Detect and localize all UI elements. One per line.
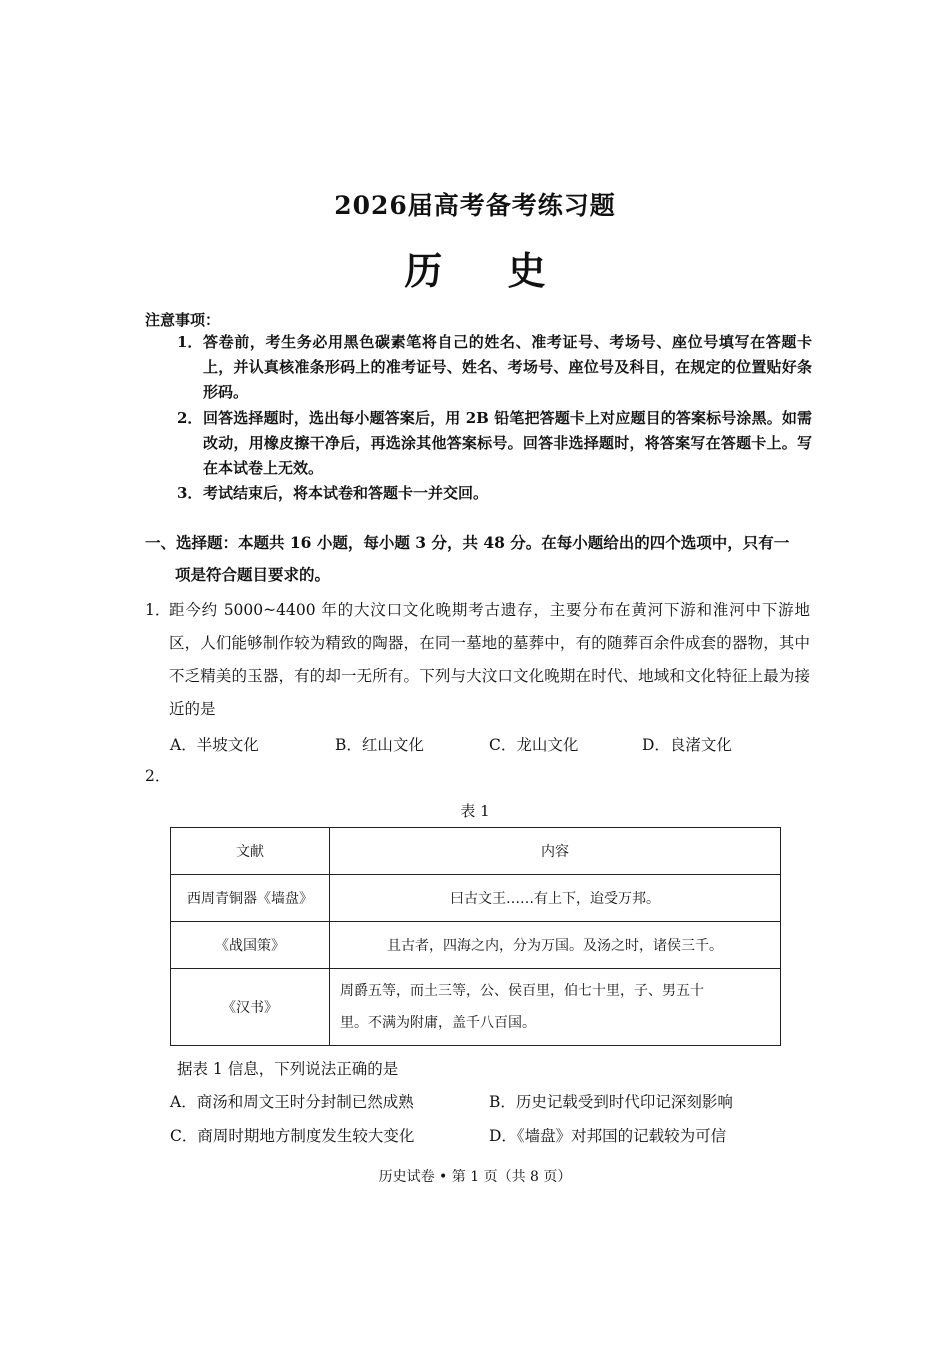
section-heading-line2: 项是符合题目要求的。 [175, 565, 331, 584]
option-a: A．商汤和周文王时分封制已然成熟 [170, 1093, 414, 1111]
table-header-row [171, 828, 781, 875]
section-heading-line1: 一、选择题：本题共 16 小题，每小题 3 分，共 48 分。在每小题给出的四个选项中，只有一 [145, 533, 790, 552]
section-heading [145, 527, 810, 591]
notice-item [177, 330, 812, 405]
table-cell-source: 《战国策》 [171, 922, 330, 969]
option-b: B．历史记载受到时代印记深刻影响 [489, 1093, 733, 1111]
option-c: C．商周时期地方制度发生较大变化 [170, 1127, 415, 1145]
question-number: 2． [145, 767, 171, 785]
notice-item-text: 回答选择题时，选出每小题答案后，用 2B 铅笔把答题卡上对应题目的答案标号涂黑。如需改动，用橡皮擦干净后，再选涂其他答案标号。回答非选择题时，将答案写在答题卡上。写在本试卷上无效。 [203, 409, 812, 477]
notice-item [177, 481, 812, 506]
question-number: 1． [145, 601, 171, 619]
table-cell-content: 曰古文王……有上下，迨受万邦。 [330, 875, 781, 922]
table-row [171, 875, 781, 922]
table-cell-source: 《汉书》 [171, 969, 330, 1046]
table-cell-content-line2: 里。不满为附庸，盖千八百国。 [340, 1015, 536, 1031]
notice-item-text: 答卷前，考生务必用黑色碳素笔将自己的姓名、准考证号、考场号、座位号填写在答题卡上，并认真核准条形码上的准考证号、姓名、考场号、座位号及科目，在规定的位置贴好条形码。 [203, 333, 812, 401]
question-2-stem: 据表 1 信息，下列说法正确的是 [177, 1060, 399, 1078]
page-footer: 历史试卷 • 第 1 页（共 8 页） [378, 1169, 572, 1185]
notice-item-number: 2． [177, 409, 203, 427]
table-cell-content: 且古者，四海之内，分为万国。及汤之时，诸侯三千。 [330, 922, 781, 969]
question-1 [145, 594, 810, 726]
table-cell-content-line1: 周爵五等，而土三等，公、侯百里，伯七十里，子、男五十 [340, 983, 704, 999]
option-d: D．良渚文化 [642, 736, 732, 754]
option-b: B．红山文化 [335, 736, 424, 754]
column-header-source: 文献 [171, 828, 330, 875]
notice-item [177, 406, 812, 481]
notice-item-number: 3． [177, 484, 203, 502]
column-header-content: 内容 [330, 828, 781, 875]
notice-item-text: 考试结束后，将本试卷和答题卡一并交回。 [203, 484, 489, 502]
option-d: D．《墙盘》对邦国的记载较为可信 [489, 1127, 727, 1145]
exam-title: 2026届高考备考练习题 [334, 191, 616, 220]
question-stem: 距今约 5000~4400 年的大汶口文化晚期考古遗存，主要分布在黄河下游和淮河中下游地区，人们能够制作较为精致的陶器，在同一墓地的墓葬中，有的随葬百余件成套的器物，其中不乏精美的玉器，有的却一无所有。下列与大汶口文化晚期在时代、地域和文化特征上最为接近的是 [169, 601, 810, 718]
table-row [171, 969, 781, 1046]
table-cell-source: 西周青铜器《墙盘》 [171, 875, 330, 922]
option-c: C．龙山文化 [489, 736, 579, 754]
option-a: A．半坡文化 [170, 736, 259, 754]
source-table [170, 827, 781, 1046]
table-cell-content [330, 969, 781, 1046]
notice-item-number: 1． [177, 333, 203, 351]
table-row [171, 922, 781, 969]
subject-title: 历 史 [404, 248, 572, 293]
notice-heading: 注意事项： [145, 311, 221, 329]
table-caption: 表 1 [460, 802, 490, 820]
